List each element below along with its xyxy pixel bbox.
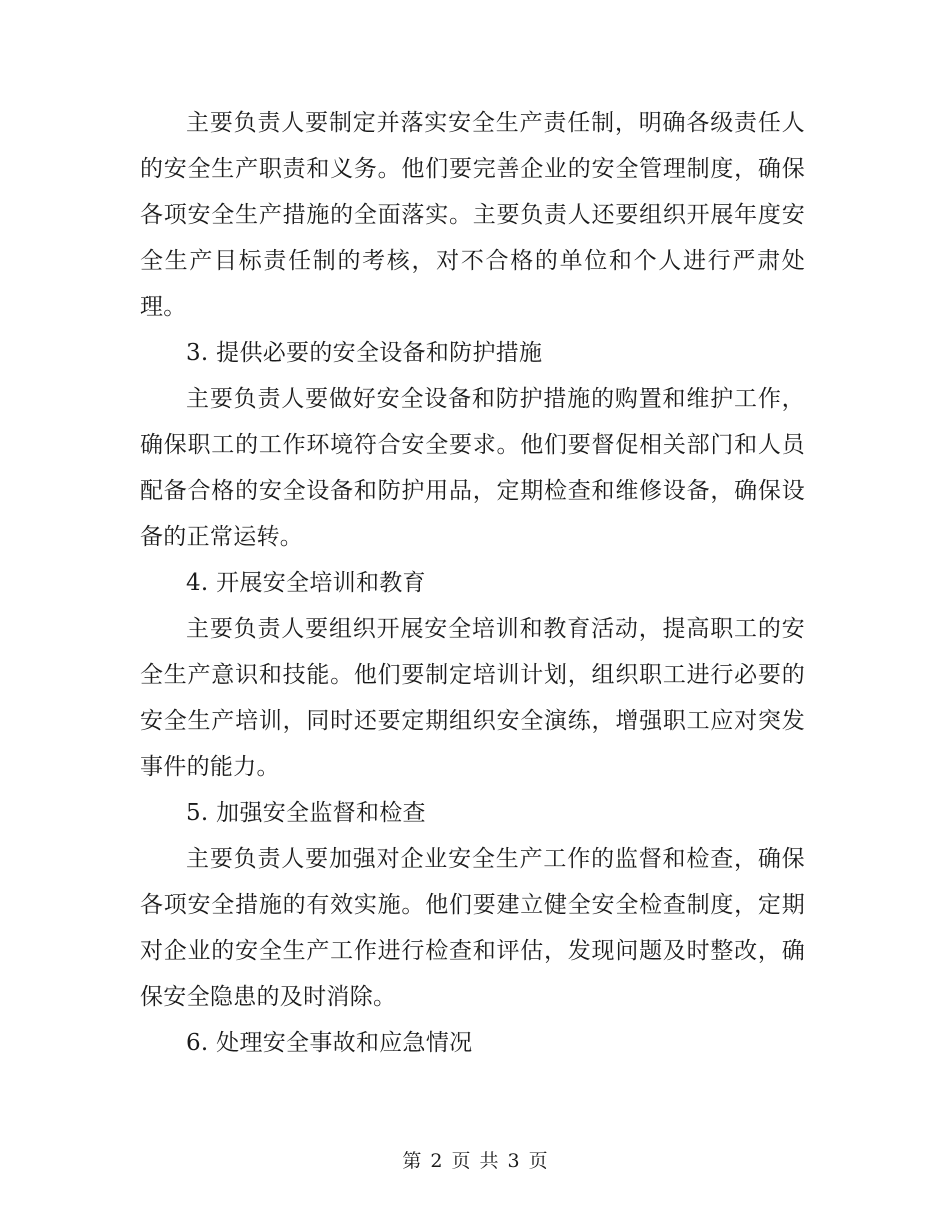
paragraph-supervision-inspection: 主要负责人要加强对企业安全生产工作的监督和检查，确保各项安全措施的有效实施。他们要建立健全安全检查制度，定期对企业的安全生产工作进行检查和评估，发现问题及时整改，确保安全隐患的及时消除。: [140, 846, 805, 1010]
document-body: [140, 100, 805, 1066]
section-heading-6: 6. 处理安全事故和应急情况: [186, 1030, 473, 1056]
paragraph-responsibility-system: 主要负责人要制定并落实安全生产责任制，明确各级责任人的安全生产职责和义务。他们要完善企业的安全管理制度，确保各项安全生产措施的全面落实。主要负责人还要组织开展年度安全生产目标责任制的考核，对不合格的单位和个人进行严肃处理。: [140, 110, 805, 320]
section-heading-3: 3. 提供必要的安全设备和防护措施: [186, 340, 543, 366]
page-number-footer: 第 2 页 共 3 页: [402, 1150, 548, 1172]
paragraph-safety-training: 主要负责人要组织开展安全培训和教育活动，提高职工的安全生产意识和技能。他们要制定培训计划，组织职工进行必要的安全生产培训，同时还要定期组织安全演练，增强职工应对突发事件的能力。: [140, 616, 805, 780]
section-heading-5: 5. 加强安全监督和检查: [186, 800, 426, 826]
section-heading-4: 4. 开展安全培训和教育: [186, 570, 426, 596]
paragraph-safety-equipment: 主要负责人要做好安全设备和防护措施的购置和维护工作，确保职工的工作环境符合安全要求。他们要督促相关部门和人员配备合格的安全设备和防护用品，定期检查和维修设备，确保设备的正常运转。: [140, 386, 805, 550]
